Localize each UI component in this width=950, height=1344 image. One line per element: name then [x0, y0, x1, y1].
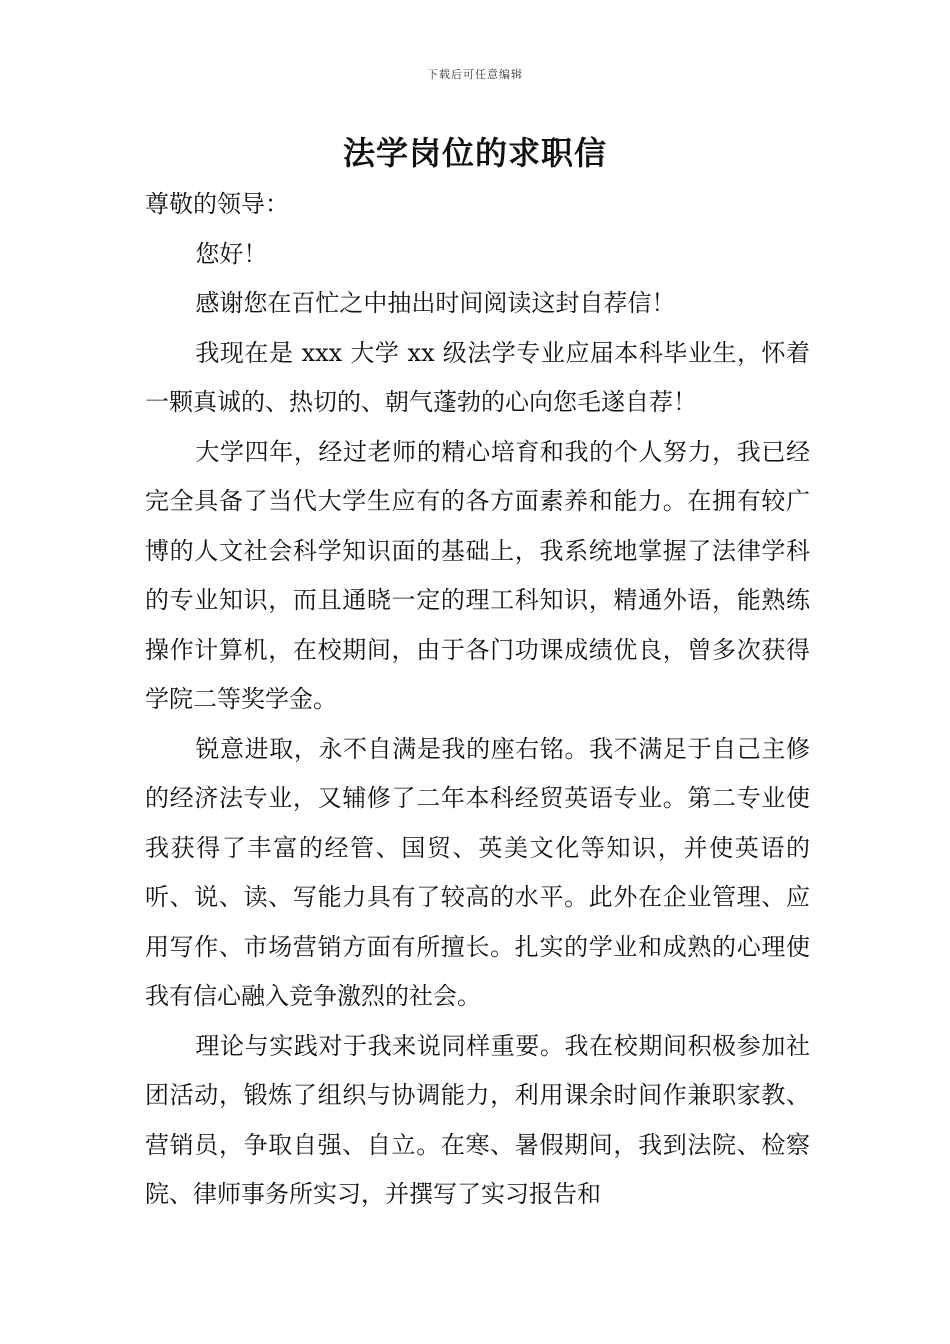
paragraph-greeting: 您好！	[195, 239, 268, 268]
salutation: 尊敬的领导：	[145, 190, 289, 218]
letter-body	[145, 180, 810, 1220]
header-note: 下载后可任意编辑	[427, 68, 523, 81]
paragraph-thanks: 感谢您在百忙之中抽出时间阅读这封自荐信！	[195, 289, 676, 317]
page-title: 法学岗位的求职信	[342, 134, 607, 172]
paragraph-university-years: 大学四年，经过老师的精心培育和我的个人努力，我已经完全具备了当代大学生应有的各方面素养和能力。在拥有较广博的人文社会科学知识面的基础上，我系统地掌握了法律学科的专业知识，而且通晓一定的理工科知识，精通外语，能熟练操作计算机，在校期间，由于各门功课成绩优良，曾多次获得学院二等奖学金。	[145, 437, 810, 713]
paragraph-introduction: 我现在是 xxx 大学 xx 级法学专业应届本科毕业生，怀着一颗真诚的、热切的、朝气蓬勃的心向您毛遂自荐！	[145, 338, 810, 416]
paragraph-practice: 理论与实践对于我来说同样重要。我在校期间积极参加社团活动，锻炼了组织与协调能力，利用课余时间作兼职家教、营销员，争取自强、自立。在寒、暑假期间，我到法院、检察院、律师事务所实习，并撰写了实习报告和	[145, 1031, 810, 1208]
paragraph-motto: 锐意进取，永不自满是我的座右铭。我不满足于自己主修的经济法专业，又辅修了二年本科经贸英语专业。第二专业使我获得了丰富的经管、国贸、英美文化等知识，并使英语的听、说、读、写能力具有了较高的水平。此外在企业管理、应用写作、市场营销方面有所擅长。扎实的学业和成熟的心理使我有信心融入竞争激烈的社会。	[145, 734, 810, 1010]
